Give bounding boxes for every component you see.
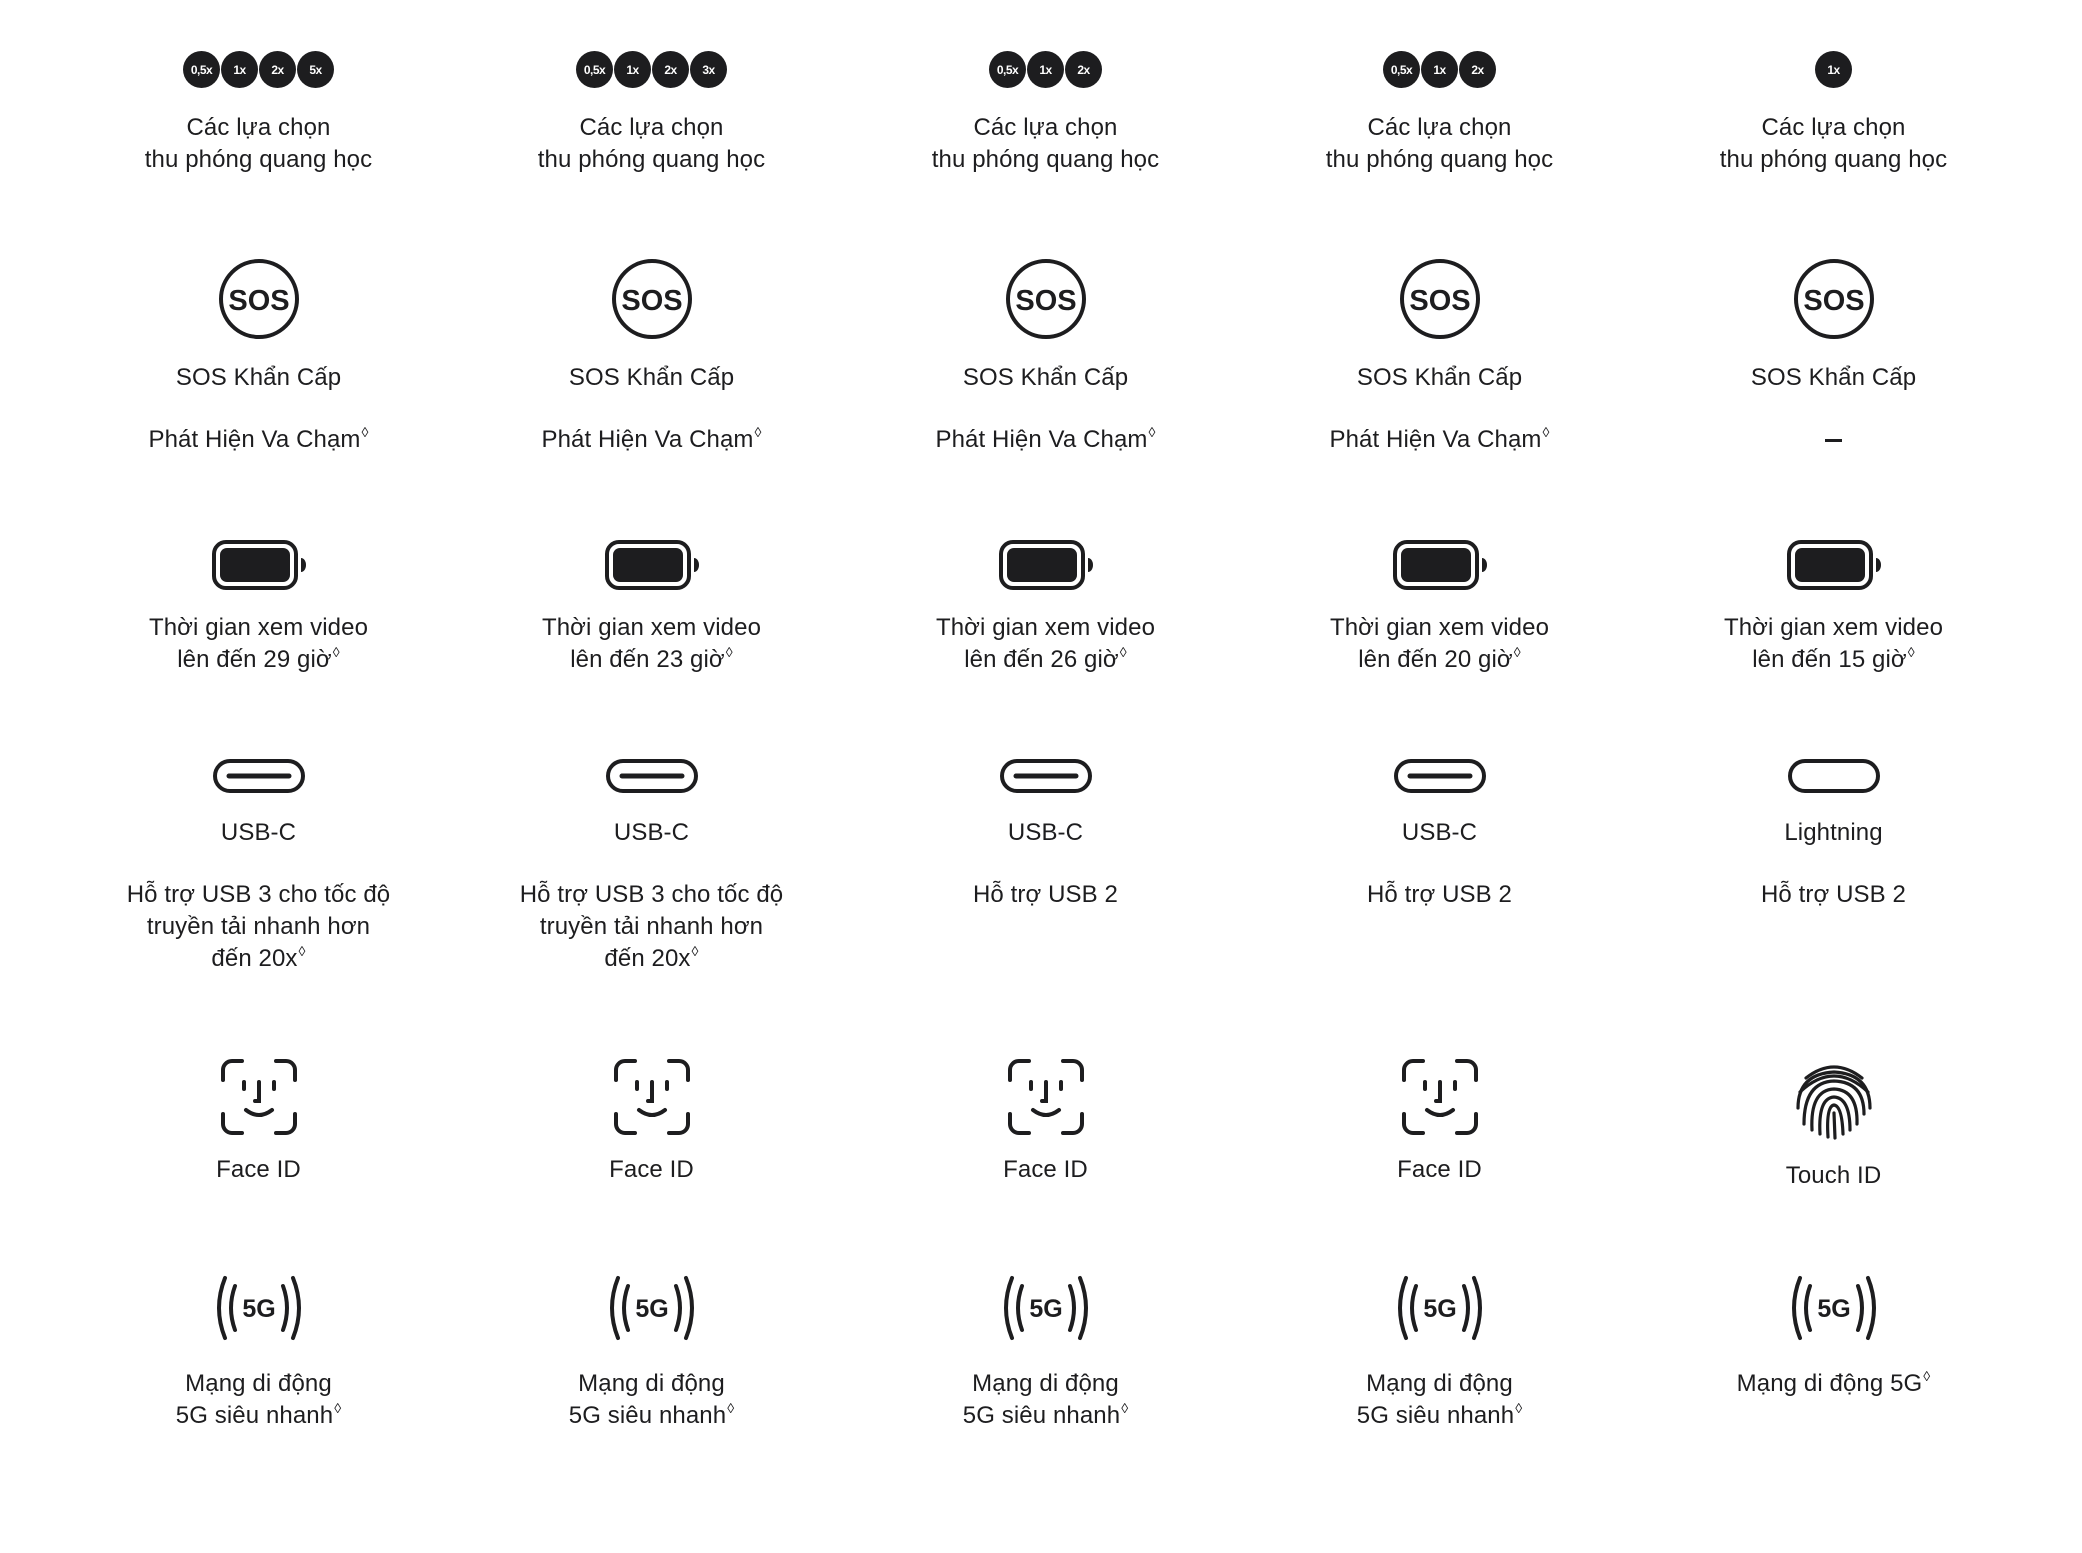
model-column	[1637, 0, 2030, 1553]
network-label	[849, 1368, 1242, 1432]
sos-label: SOS Khẩn Cấp	[1356, 364, 1523, 391]
battery-icon	[211, 539, 307, 591]
face-id-icon	[220, 1058, 298, 1136]
network-label	[1243, 1368, 1636, 1432]
zoom-badge: 0,5x	[576, 51, 613, 88]
5g-icon-text: 5G	[1422, 1295, 1457, 1323]
battery-icon	[1392, 539, 1488, 591]
battery-footnote[interactable]: ◊	[1907, 644, 1915, 660]
usb-support	[62, 879, 455, 975]
touch-id-icon	[1792, 1058, 1876, 1142]
battery-footnote[interactable]: ◊	[1119, 644, 1127, 660]
zoom-badge: 0,5x	[989, 51, 1026, 88]
sos-icon	[218, 258, 300, 340]
battery-label-line-1: Thời gian xem video	[541, 614, 762, 641]
crash-detection-footnote[interactable]: ◊	[1148, 424, 1156, 440]
battery-label-line-1: Thời gian xem video	[1329, 614, 1550, 641]
battery-icon	[604, 539, 700, 591]
battery-label-line-1: Thời gian xem video	[935, 614, 1156, 641]
usb-c-port-icon	[605, 758, 699, 794]
crash-detection-footnote[interactable]: ◊	[1542, 424, 1550, 440]
sos-label: SOS Khẩn Cấp	[568, 364, 735, 391]
network-label	[455, 1368, 848, 1432]
zoom-badges	[1243, 51, 1636, 89]
zoom-badge: 0,5x	[183, 51, 220, 88]
sos-icon	[1793, 258, 1875, 340]
model-column	[849, 0, 1242, 1553]
port-label: USB-C	[613, 819, 690, 846]
port-label: USB-C	[1007, 819, 1084, 846]
sos-icon	[1005, 258, 1087, 340]
crash-detection-label: Phát Hiện Va Chạm	[935, 426, 1148, 453]
sos-icon-text: SOS	[620, 285, 683, 317]
zoom-badge: 1x	[614, 51, 651, 88]
usb-support-line-3: đến 20x	[211, 945, 298, 972]
sos-icon	[1399, 258, 1481, 340]
battery-label-line-2: lên đến 23 giờ	[570, 646, 725, 673]
model-column	[455, 0, 848, 1553]
auth-label: Face ID	[1397, 1156, 1482, 1183]
battery-icon	[1786, 539, 1882, 591]
zoom-label-line-1: Các lựa chọn	[1367, 114, 1512, 141]
zoom-badges	[1637, 51, 2030, 89]
crash-detection-footnote[interactable]: ◊	[754, 424, 762, 440]
battery-label-line-2: lên đến 26 giờ	[964, 646, 1119, 673]
network-label-line-1: Mạng di động	[1366, 1370, 1513, 1397]
zoom-badge: 0,5x	[1383, 51, 1420, 88]
network-footnote[interactable]: ◊	[727, 1400, 735, 1416]
zoom-badge: 2x	[1065, 51, 1102, 88]
5g-icon	[211, 1271, 307, 1345]
zoom-label-line-2: thu phóng quang học	[1325, 146, 1554, 173]
port-label: USB-C	[220, 819, 297, 846]
model-column	[1243, 0, 1636, 1553]
model-column	[62, 0, 455, 1553]
zoom-badges	[455, 51, 848, 89]
battery-label-line-1: Thời gian xem video	[148, 614, 369, 641]
network-label-line-1: Mạng di động 5G	[1736, 1370, 1923, 1397]
zoom-label-line-2: thu phóng quang học	[144, 146, 373, 173]
crash-detection	[62, 424, 455, 456]
battery-label-line-2: lên đến 29 giờ	[177, 646, 332, 673]
usb-c-port-icon	[999, 758, 1093, 794]
zoom-label	[62, 112, 455, 176]
crash-detection	[849, 424, 1242, 456]
zoom-badges	[62, 51, 455, 89]
auth-label: Face ID	[609, 1156, 694, 1183]
zoom-badge: 2x	[259, 51, 296, 88]
5g-icon	[1786, 1271, 1882, 1345]
zoom-badge: 2x	[1459, 51, 1496, 88]
sos-label: SOS Khẩn Cấp	[1750, 364, 1917, 391]
crash-detection	[1243, 424, 1636, 456]
battery-label	[62, 612, 455, 676]
network-label-line-1: Mạng di động	[185, 1370, 332, 1397]
battery-label	[455, 612, 848, 676]
face-id-icon	[1007, 1058, 1085, 1136]
network-label	[62, 1368, 455, 1432]
5g-icon	[1392, 1271, 1488, 1345]
crash-detection-footnote[interactable]: ◊	[361, 424, 369, 440]
usb-support-line-1: Hỗ trợ USB 2	[1367, 881, 1512, 908]
face-id-icon	[1401, 1058, 1479, 1136]
sos-icon-text: SOS	[1408, 285, 1471, 317]
5g-icon-text: 5G	[1816, 1295, 1851, 1323]
network-label-line-2: 5G siêu nhanh	[962, 1402, 1121, 1429]
zoom-badge: 1x	[1815, 51, 1852, 88]
usb-support-footnote[interactable]: ◊	[298, 943, 306, 959]
network-footnote[interactable]: ◊	[334, 1400, 342, 1416]
5g-icon	[604, 1271, 700, 1345]
zoom-label-line-1: Các lựa chọn	[973, 114, 1118, 141]
usb-support	[455, 879, 848, 975]
zoom-label	[455, 112, 848, 176]
network-footnote[interactable]: ◊	[1121, 1400, 1129, 1416]
crash-detection	[1637, 424, 2030, 456]
5g-icon-text: 5G	[634, 1295, 669, 1323]
crash-detection-label: Phát Hiện Va Chạm	[541, 426, 754, 453]
battery-label-line-2: lên đến 15 giờ	[1752, 646, 1907, 673]
5g-icon-text: 5G	[241, 1295, 276, 1323]
zoom-label	[1243, 112, 1636, 176]
zoom-badges	[849, 51, 1242, 89]
battery-footnote[interactable]: ◊	[1513, 644, 1521, 660]
zoom-label-line-2: thu phóng quang học	[931, 146, 1160, 173]
auth-label: Touch ID	[1785, 1162, 1882, 1189]
usb-support-line-1: Hỗ trợ USB 2	[1761, 881, 1906, 908]
battery-label-line-2: lên đến 20 giờ	[1358, 646, 1513, 673]
zoom-label-line-1: Các lựa chọn	[579, 114, 724, 141]
usb-support	[849, 879, 1242, 911]
auth-label: Face ID	[1003, 1156, 1088, 1183]
zoom-label-line-1: Các lựa chọn	[186, 114, 331, 141]
zoom-label-line-2: thu phóng quang học	[1719, 146, 1948, 173]
usb-support	[1243, 879, 1636, 911]
zoom-badge: 1x	[1027, 51, 1064, 88]
network-label-line-1: Mạng di động	[972, 1370, 1119, 1397]
sos-icon	[611, 258, 693, 340]
usb-support-line-3: đến 20x	[604, 945, 691, 972]
5g-icon	[998, 1271, 1094, 1345]
not-available-dash	[1825, 439, 1842, 442]
battery-footnote[interactable]: ◊	[332, 644, 340, 660]
sos-icon-text: SOS	[1014, 285, 1077, 317]
network-footnote[interactable]: ◊	[1515, 1400, 1523, 1416]
usb-support-line-2: truyền tải nhanh hơn	[146, 913, 371, 940]
lightning-port-icon	[1787, 758, 1881, 794]
zoom-label	[1637, 112, 2030, 176]
zoom-badge: 1x	[1421, 51, 1458, 88]
network-label	[1637, 1368, 2030, 1400]
battery-footnote[interactable]: ◊	[725, 644, 733, 660]
usb-support-line-1: Hỗ trợ USB 3 cho tốc độ	[519, 881, 784, 908]
zoom-label	[849, 112, 1242, 176]
auth-label: Face ID	[216, 1156, 301, 1183]
crash-detection	[455, 424, 848, 456]
zoom-badge: 2x	[652, 51, 689, 88]
usb-support-footnote[interactable]: ◊	[691, 943, 699, 959]
crash-detection-label: Phát Hiện Va Chạm	[148, 426, 361, 453]
battery-label	[1243, 612, 1636, 676]
zoom-badge: 5x	[297, 51, 334, 88]
zoom-badge: 1x	[221, 51, 258, 88]
battery-icon	[998, 539, 1094, 591]
network-label-line-1: Mạng di động	[578, 1370, 725, 1397]
battery-label-line-1: Thời gian xem video	[1723, 614, 1944, 641]
usb-support-line-1: Hỗ trợ USB 2	[973, 881, 1118, 908]
port-label: USB-C	[1401, 819, 1478, 846]
battery-label	[849, 612, 1242, 676]
zoom-badge: 3x	[690, 51, 727, 88]
network-label-line-2: 5G siêu nhanh	[175, 1402, 334, 1429]
port-label: Lightning	[1784, 819, 1883, 846]
usb-support-line-2: truyền tải nhanh hơn	[539, 913, 764, 940]
sos-icon-text: SOS	[1802, 285, 1865, 317]
sos-label: SOS Khẩn Cấp	[175, 364, 342, 391]
5g-icon-text: 5G	[1028, 1295, 1063, 1323]
network-footnote[interactable]: ◊	[1923, 1368, 1931, 1384]
network-label-line-2: 5G siêu nhanh	[1356, 1402, 1515, 1429]
usb-support-line-1: Hỗ trợ USB 3 cho tốc độ	[126, 881, 391, 908]
sos-icon-text: SOS	[227, 285, 290, 317]
usb-c-port-icon	[212, 758, 306, 794]
face-id-icon	[613, 1058, 691, 1136]
sos-label: SOS Khẩn Cấp	[962, 364, 1129, 391]
battery-label	[1637, 612, 2030, 676]
zoom-label-line-1: Các lựa chọn	[1761, 114, 1906, 141]
zoom-label-line-2: thu phóng quang học	[537, 146, 766, 173]
network-label-line-2: 5G siêu nhanh	[568, 1402, 727, 1429]
usb-c-port-icon	[1393, 758, 1487, 794]
crash-detection-label: Phát Hiện Va Chạm	[1329, 426, 1542, 453]
usb-support	[1637, 879, 2030, 911]
